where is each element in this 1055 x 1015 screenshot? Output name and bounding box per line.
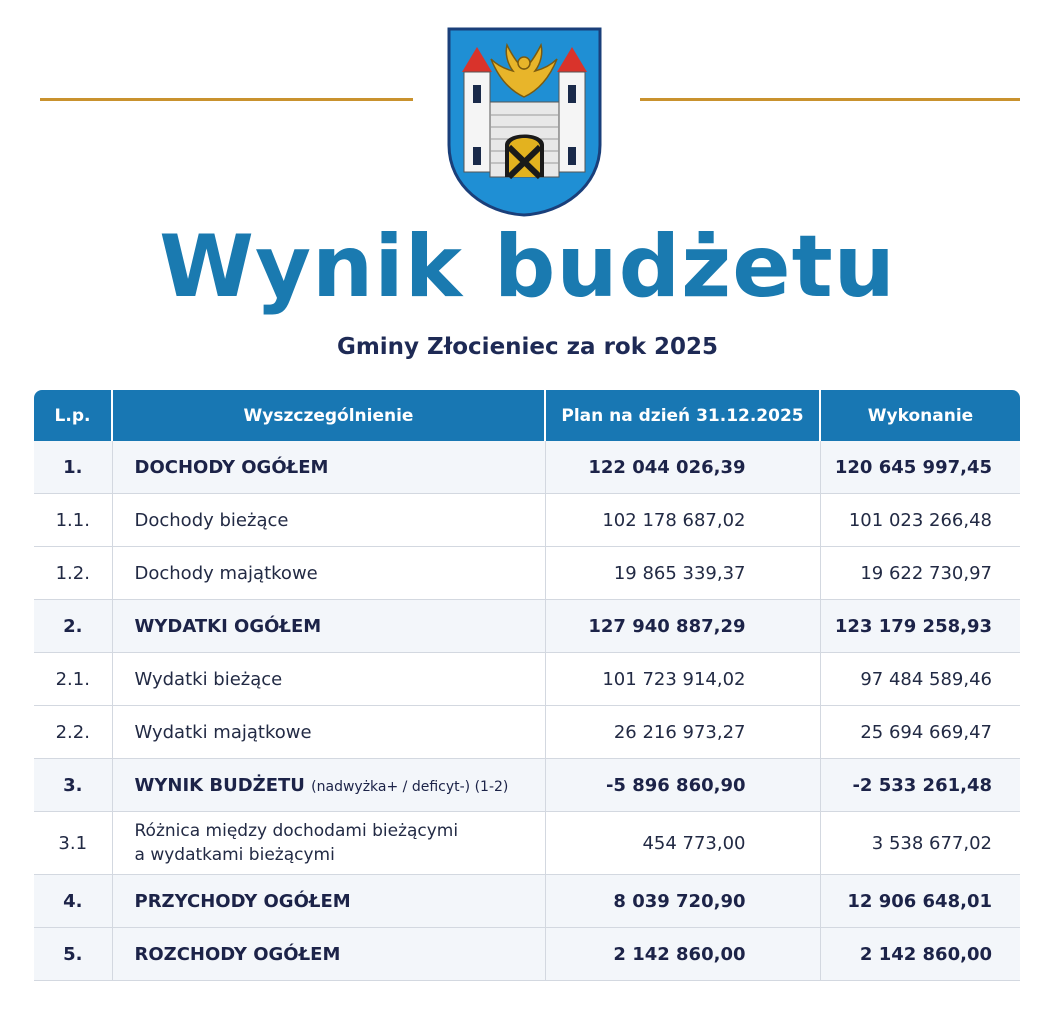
table-header-row <box>34 390 1020 441</box>
budget-table <box>34 390 1020 981</box>
page-subtitle: Gminy Złocieniec za rok 2025 <box>336 334 719 360</box>
row-description-main: WYNIK BUDŻETU <box>134 774 305 796</box>
row-description <box>112 812 545 875</box>
row-description: Dochody bieżące <box>112 494 545 547</box>
row-number: 2. <box>34 600 112 653</box>
table-row <box>34 494 1020 547</box>
row-description: PRZYCHODY OGÓŁEM <box>112 875 545 928</box>
row-description: Wydatki bieżące <box>112 653 545 706</box>
row-plan-value: 102 178 687,02 <box>545 494 820 547</box>
row-description: ROZCHODY OGÓŁEM <box>112 928 545 981</box>
column-header-execution: Wykonanie <box>820 390 1020 441</box>
row-description-line1: Różnica między dochodami bieżącymi <box>134 821 459 841</box>
row-execution-value: 123 179 258,93 <box>820 600 1020 653</box>
row-plan-value: 454 773,00 <box>545 812 820 875</box>
row-plan-value: 122 044 026,39 <box>545 441 820 494</box>
row-plan-value: -5 896 860,90 <box>545 759 820 812</box>
row-execution-value: 19 622 730,97 <box>820 547 1020 600</box>
table-row <box>34 706 1020 759</box>
decorative-rule-left <box>40 98 413 101</box>
row-plan-value: 26 216 973,27 <box>545 706 820 759</box>
row-plan-value: 2 142 860,00 <box>545 928 820 981</box>
row-plan-value: 101 723 914,02 <box>545 653 820 706</box>
row-description: WYDATKI OGÓŁEM <box>112 600 545 653</box>
row-plan-value: 127 940 887,29 <box>545 600 820 653</box>
row-execution-value: 2 142 860,00 <box>820 928 1020 981</box>
row-description-note: (nadwyżka+ / deficyt-) (1-2) <box>311 778 509 795</box>
row-number: 1.2. <box>34 547 112 600</box>
row-number: 2.1. <box>34 653 112 706</box>
decorative-rule-right <box>640 98 1020 101</box>
row-execution-value: 12 906 648,01 <box>820 875 1020 928</box>
table-row <box>34 441 1020 494</box>
row-number: 2.2. <box>34 706 112 759</box>
row-description <box>112 759 545 812</box>
row-execution-value: 3 538 677,02 <box>820 812 1020 875</box>
column-header-description: Wyszczególnienie <box>112 390 545 441</box>
row-execution-value: 25 694 669,47 <box>820 706 1020 759</box>
row-description: DOCHODY OGÓŁEM <box>112 441 545 494</box>
column-header-lp: L.p. <box>34 390 112 441</box>
row-number: 3. <box>34 759 112 812</box>
row-description: Dochody majątkowe <box>112 547 545 600</box>
row-execution-value: 101 023 266,48 <box>820 494 1020 547</box>
table-row <box>34 812 1020 875</box>
row-description: Wydatki majątkowe <box>112 706 545 759</box>
row-number: 4. <box>34 875 112 928</box>
table-row <box>34 547 1020 600</box>
row-plan-value: 8 039 720,90 <box>545 875 820 928</box>
row-execution-value: 120 645 997,45 <box>820 441 1020 494</box>
table-row <box>34 875 1020 928</box>
coat-of-arms-icon <box>447 27 602 217</box>
row-number: 1. <box>34 441 112 494</box>
row-number: 3.1 <box>34 812 112 875</box>
row-number: 5. <box>34 928 112 981</box>
table-row <box>34 600 1020 653</box>
row-description-line2: a wydatkami bieżącymi <box>134 845 335 865</box>
table-row <box>34 928 1020 981</box>
row-execution-value: -2 533 261,48 <box>820 759 1020 812</box>
table-row <box>34 653 1020 706</box>
page-title: Wynik budżetu <box>159 217 896 317</box>
row-plan-value: 19 865 339,37 <box>545 547 820 600</box>
row-execution-value: 97 484 589,46 <box>820 653 1020 706</box>
table-row <box>34 759 1020 812</box>
column-header-plan: Plan na dzień 31.12.2025 <box>545 390 820 441</box>
row-number: 1.1. <box>34 494 112 547</box>
